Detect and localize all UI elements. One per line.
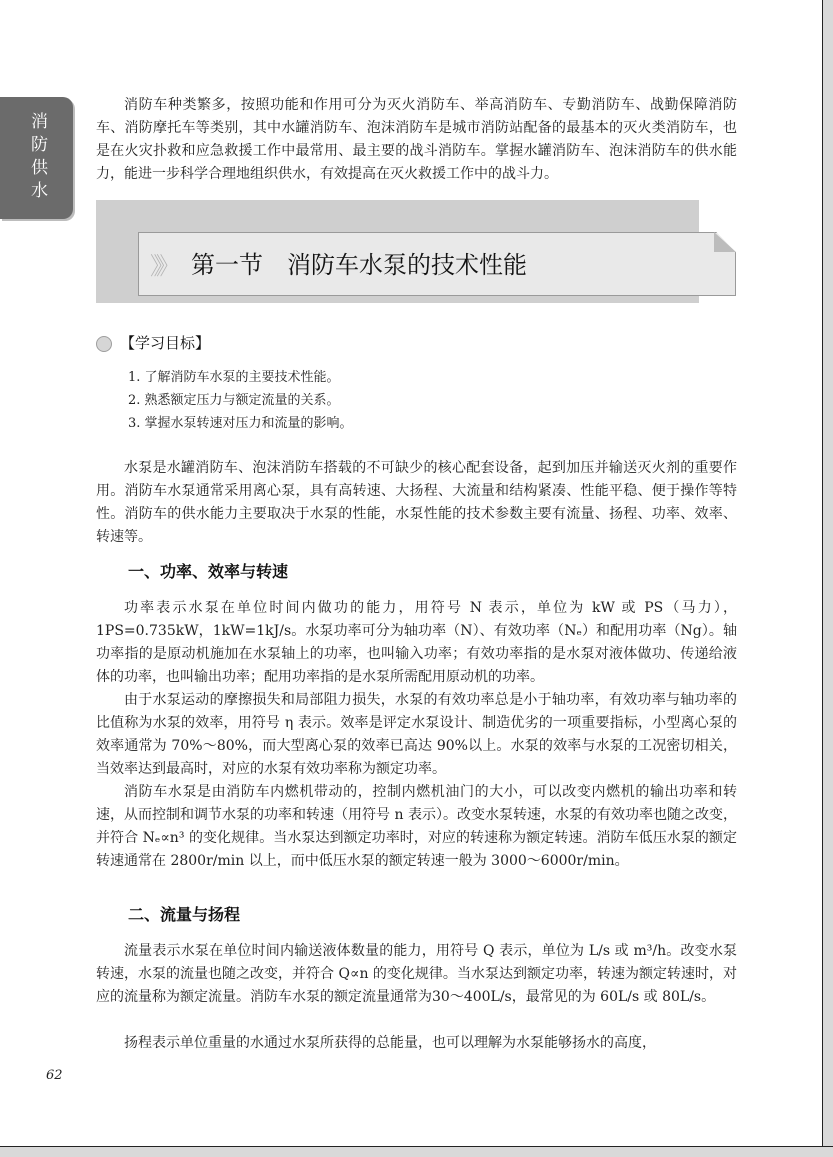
objectives-list (128, 366, 353, 435)
objectives-heading: 【学习目标】 (120, 334, 211, 352)
power-paragraph-3: 消防车水泵是由消防车内燃机带动的，控制内燃机油门的大小，可以改变内燃机的输出功率和转速，从而控制和调节水泵的功率和转速（用符号 n 表示）。改变水泵转速，水泵的有效功率也随之改变，并符合 Nₑ∝n³ 的变化规律。当水泵达到额定功率时，对应的转速称为额定转速。消防车低压水泵的额定转速通常在 2800r/min 以上，而中低压水泵的额定转速一般为 3000～6000r/min。 (96, 784, 737, 869)
page-edge-bottom (0, 1146, 833, 1157)
body-intro-paragraph: 水泵是水罐消防车、泡沫消防车搭载的不可缺少的核心配套设备，起到加压并输送灭火剂的重要作用。消防车水泵通常采用离心泵，具有高转速、大扬程、大流量和结构紧凑、性能平稳、便于操作等特性。消防车的供水能力主要取决于水泵的性能，水泵性能的技术参数主要有流量、扬程、功率、效率、转速等。 (96, 460, 737, 545)
chapter-side-tab-label: 消防供水 (27, 112, 47, 204)
intro-paragraph: 消防车种类繁多，按照功能和作用可分为灭火消防车、举高消防车、专勤消防车、战勤保障消防车、消防摩托车等类别，其中水罐消防车、泡沫消防车是城市消防站配备的最基本的灭火类消防车，也是在火灾扑救和应急救援工作中最常用、最主要的战斗消防车。掌握水罐消防车、泡沫消防车的供水能力，能进一步科学合理地组织供水，有效提高在灭火救援工作中的战斗力。 (96, 97, 737, 182)
page-edge-right (822, 0, 833, 1156)
double-chevron-icon: 》》 (150, 252, 174, 280)
section-banner-fold-corner (714, 232, 736, 252)
objective-item: 2. 熟悉额定压力与额定流量的关系。 (128, 393, 340, 408)
flow-paragraph-1: 流量表示水泵在单位时间内输送液体数量的能力，用符号 Q 表示，单位为 L/s 或 m³/h。改变水泵转速，水泵的流量也随之改变，并符合 Q∝n 的变化规律。当水泵达到额定功率，转速为额定转速时，对应的流量称为额定流量。消防车水泵的额定流量通常为30～400L/s，最常见的为 60L/s 或 80L/s。 (96, 943, 737, 1005)
chapter-side-tab (0, 97, 73, 219)
page-number: 62 (46, 1068, 63, 1083)
flow-paragraph-2: 扬程表示单位重量的水通过水泵所获得的总能量，也可以理解为水泵能够扬水的高度， (124, 1035, 656, 1051)
section-heading-power: 一、功率、效率与转速 (128, 562, 289, 581)
power-paragraph-2: 由于水泵运动的摩擦损失和局部阻力损失，水泵的有效功率总是小于轴功率，有效功率与轴功率的比值称为水泵的效率，用符号 η 表示。效率是评定水泵设计、制造优劣的一项重要指标，小型离心泵的效率通常为 70%～80%，而大型离心泵的效率已高达 90%以上。水泵的效率与水泵的工况密切相关，当效率达到最高时，对应的水泵有效功率称为额定功率。 (96, 692, 737, 777)
section-heading-flow: 二、流量与扬程 (128, 905, 241, 924)
power-paragraph-1: 功率表示水泵在单位时间内做功的能力，用符号 N 表示，单位为 kW 或 PS（马力），1PS=0.735kW，1kW=1kJ/s。水泵功率可分为轴功率（N）、有效功率（Nₑ）和配用功率（Ng）。轴功率指的是原动机施加在水泵轴上的功率，也叫输入功率；有效功率指的是水泵对液体做功、传递给液体的功率，也叫输出功率；配用功率指的是水泵所需配用原动机的功率。 (96, 600, 737, 685)
objective-item: 3. 掌握水泵转速对压力和流量的影响。 (128, 416, 353, 431)
circle-bullet-icon (96, 336, 112, 352)
section-title: 第一节 消防车水泵的技术性能 (191, 251, 527, 279)
objective-item: 1. 了解消防车水泵的主要技术性能。 (128, 370, 340, 385)
